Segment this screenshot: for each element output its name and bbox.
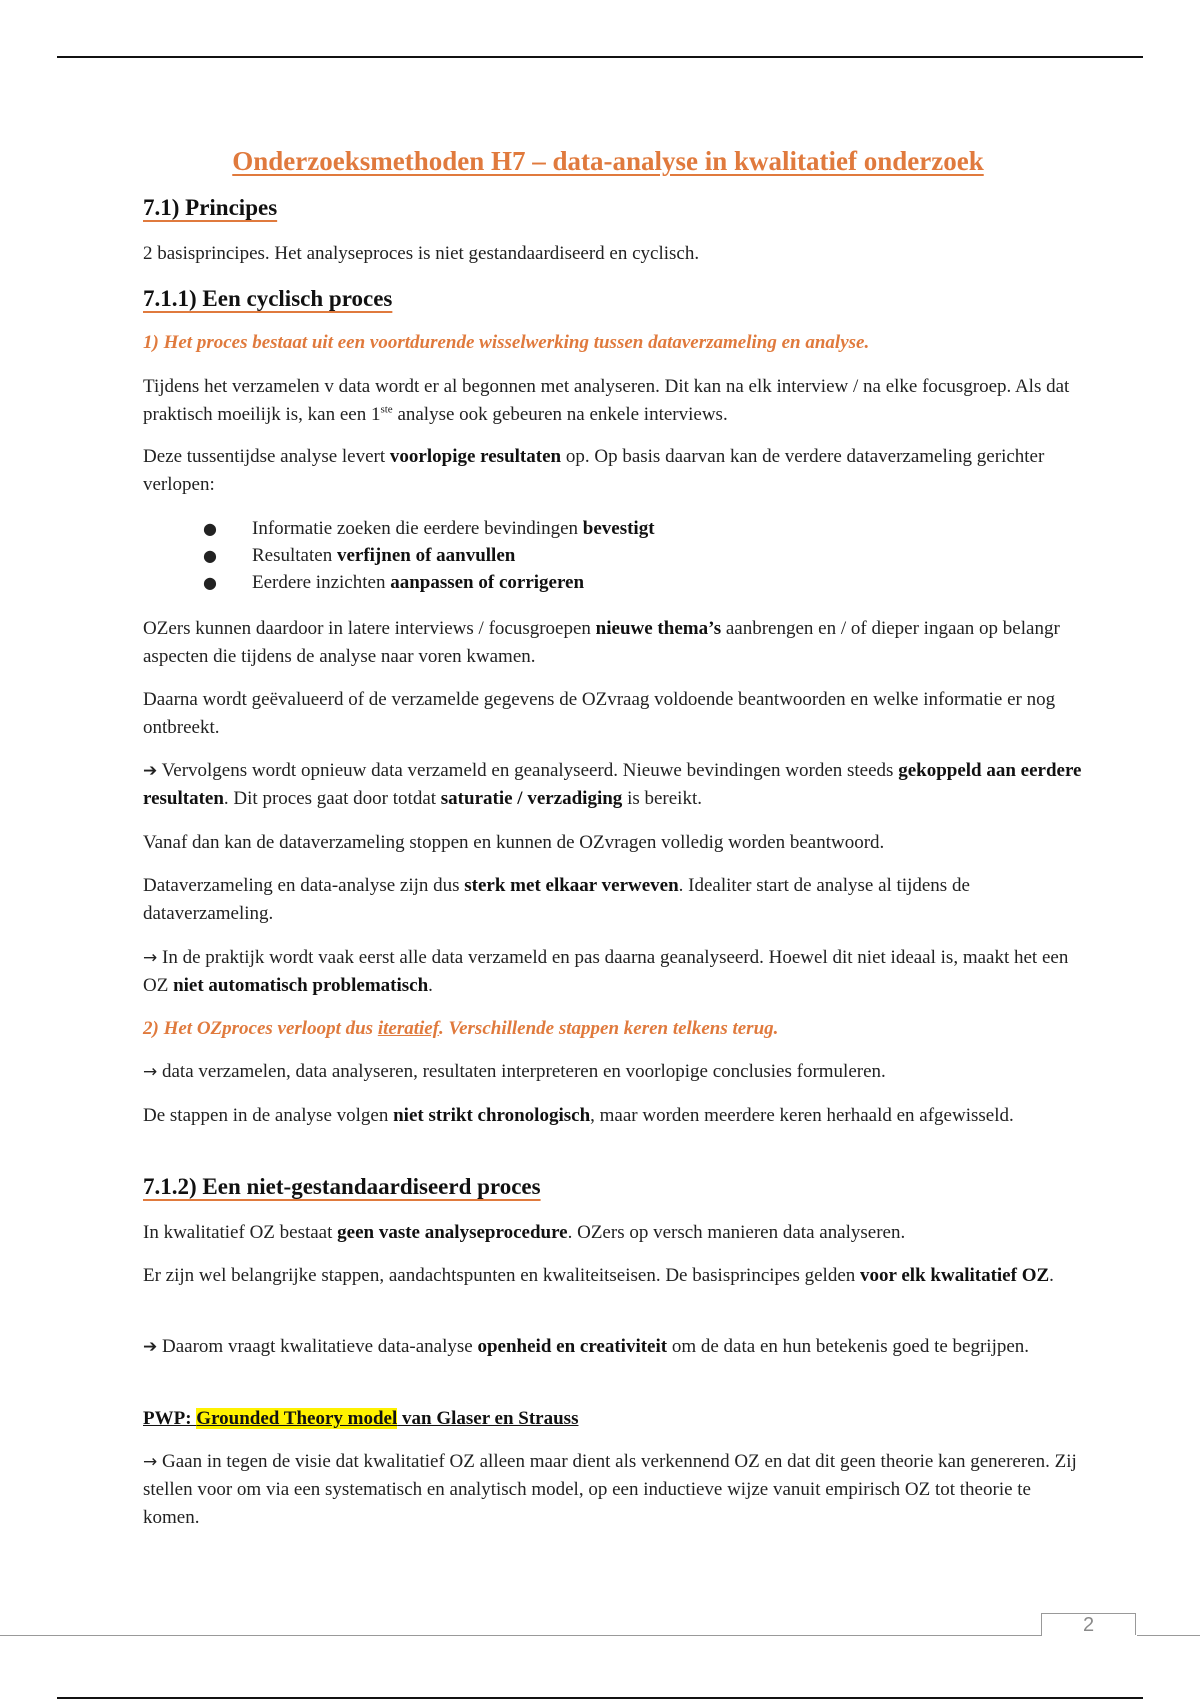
heading-7-1-2: 7.1.2) Een niet-gestandaardiseerd proces xyxy=(143,1174,541,1199)
paragraph-stop-collection: Vanaf dan kan de dataverzameling stoppen en kunnen de OZvragen volledig worden beantwoord. xyxy=(143,832,885,853)
arrow-right-icon: ➔ xyxy=(143,1337,158,1357)
list-item: ● Eerdere inzichten aanpassen of corrigeren xyxy=(203,569,655,596)
footer-rule xyxy=(0,1635,1042,1636)
paragraph-saturation: ➔ Vervolgens wordt opnieuw data verzameld en geanalyseerd. Nieuwe bevindingen worden steeds gekoppeld aan eerdere resultaten. Dit proces gaat door totdat saturatie / verzadiging is bereikt. xyxy=(143,760,1082,809)
heading-7-1: 7.1) Principes xyxy=(143,195,278,220)
bullet-icon: ● xyxy=(203,546,217,565)
document-title: Onderzoeksmethoden H7 – data-analyse in kwalitatief onderzoek xyxy=(232,146,984,176)
paragraph-practice: → In de praktijk wordt vaak eerst alle data verzameld en pas daarna geanalyseerd. Hoewel dit niet ideaal is, maakt het een OZ niet automatisch problematisch. xyxy=(143,947,1069,996)
bullet-list xyxy=(203,515,655,596)
arrow-right-icon: ➔ xyxy=(143,761,158,781)
paragraph-analysis-timing: Tijdens het verzamelen v data wordt er al begonnen met analyseren. Dit kan na elk interview / na elke focusgroep. Als dat praktisch moeilijk is, kan een 1ste analyse ook gebeuren na enkele interviews. xyxy=(143,376,1070,425)
paragraph-steps-list: → data verzamelen, data analyseren, resultaten interpreteren en voorlopige conclusies formuleren. xyxy=(143,1061,886,1082)
paragraph-interwoven: Dataverzameling en data-analyse zijn dus sterk met elkaar verweven. Idealiter start de analyse al tijdens de dataverzameling. xyxy=(143,875,970,924)
principle-2: 2) Het OZproces verloopt dus iteratief. Verschillende stappen keren telkens terug. xyxy=(143,1018,779,1039)
paragraph-grounded-theory: → Gaan in tegen de visie dat kwalitatief OZ alleen maar dient als verkennend OZ en dat dit geen theorie kan genereren. Zij stellen voor om via een systematisch en analytisch model, op een inductieve wijze vanuit empirisch OZ tot theorie te komen. xyxy=(143,1451,1077,1528)
bottom-rule xyxy=(57,1697,1143,1699)
paragraph-7-1-intro: 2 basisprincipes. Het analyseproces is niet gestandaardiseerd en cyclisch. xyxy=(143,243,700,264)
paragraph-quality-requirements: Er zijn wel belangrijke stappen, aandachtspunten en kwaliteitseisen. De basisprincipes gelden voor elk kwalitatief OZ. xyxy=(143,1265,1054,1286)
paragraph-not-chronological: De stappen in de analyse volgen niet strikt chronologisch, maar worden meerdere keren herhaald en afgewisseld. xyxy=(143,1105,1014,1126)
list-item: ● Resultaten verfijnen of aanvullen xyxy=(203,542,655,569)
list-item: ● Informatie zoeken die eerdere bevindingen bevestigt xyxy=(203,515,655,542)
principle-1: 1) Het proces bestaat uit een voortdurende wisselwerking tussen dataverzameling en analyse. xyxy=(143,332,870,353)
heading-7-1-1: 7.1.1) Een cyclisch proces xyxy=(143,286,393,311)
paragraph-openness: ➔ Daarom vraagt kwalitatieve data-analyse openheid en creativiteit om de data en hun betekenis goed te begrijpen. xyxy=(143,1336,1030,1357)
page-number: 2 xyxy=(1041,1613,1136,1635)
bullet-icon: ● xyxy=(203,573,217,592)
footer-rule xyxy=(1137,1635,1200,1636)
arrow-right-icon: → xyxy=(143,1062,158,1082)
bullet-icon: ● xyxy=(203,519,217,538)
pwp-heading: PWP: Grounded Theory model van Glaser en Strauss xyxy=(143,1408,579,1429)
arrow-right-icon: → xyxy=(143,948,158,968)
highlighted-term: Grounded Theory model xyxy=(196,1408,398,1429)
paragraph-evaluation: Daarna wordt geëvalueerd of de verzamelde gegevens de OZvraag voldoende beantwoorden en welke informatie er nog ontbreekt. xyxy=(143,689,1056,738)
header-rule xyxy=(57,56,1143,58)
arrow-right-icon: → xyxy=(143,1452,158,1472)
paragraph-no-fixed-procedure: In kwalitatief OZ bestaat geen vaste analyseprocedure. OZers op versch manieren data analyseren. xyxy=(143,1222,906,1243)
paragraph-new-themes: OZers kunnen daardoor in latere interviews / focusgroepen nieuwe thema’s aanbrengen en / of dieper ingaan op belangr aspecten die tijdens de analyse naar voren kwamen. xyxy=(143,618,1060,667)
paragraph-interim-results: Deze tussentijdse analyse levert voorlopige resultaten op. Op basis daarvan kan de verdere dataverzameling gerichter verlopen: xyxy=(143,446,1045,495)
